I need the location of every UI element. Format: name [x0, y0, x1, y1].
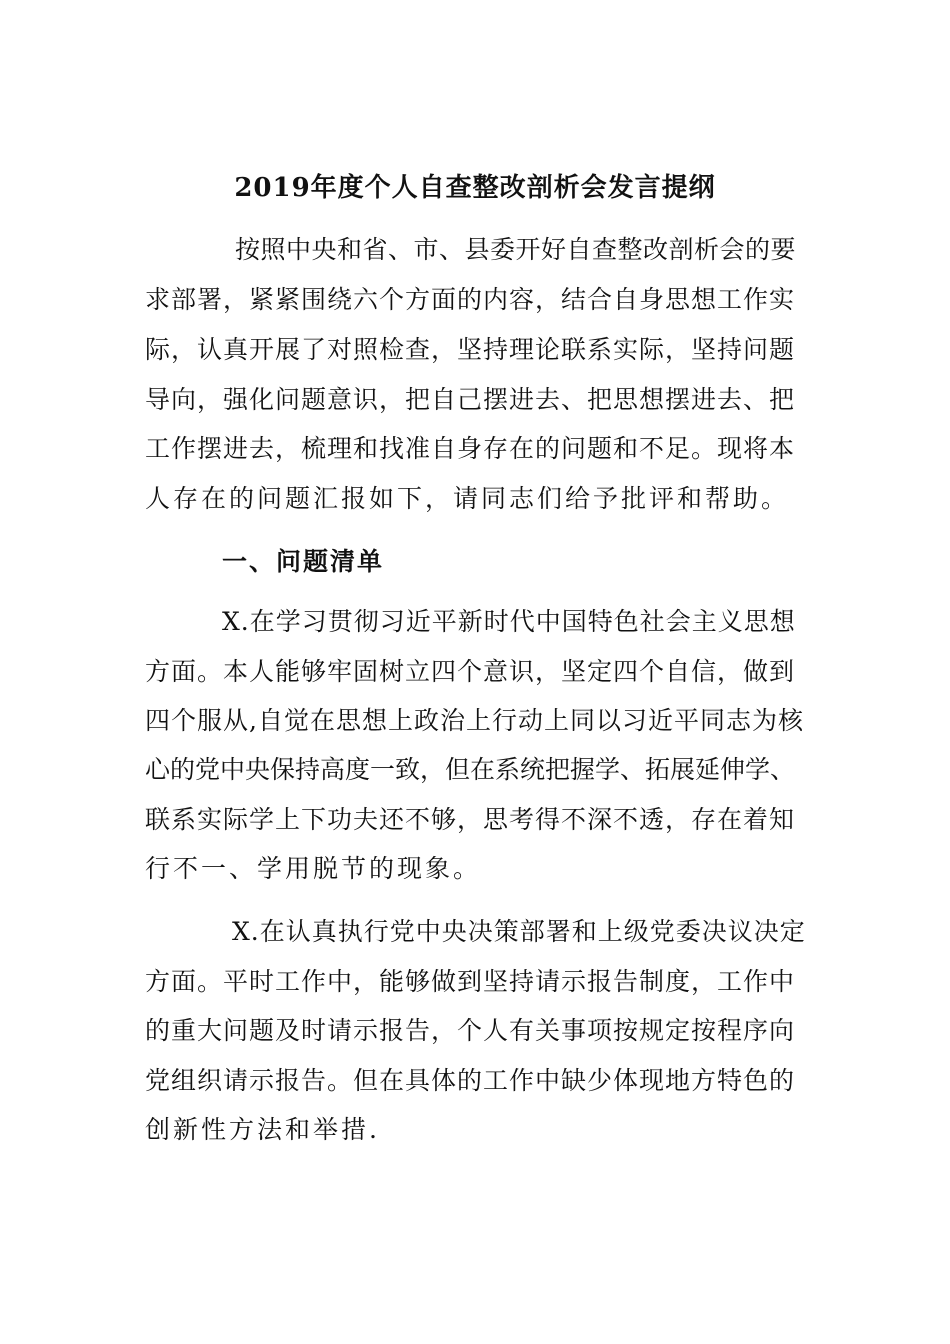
item-line: X.在认真执行党中央决策部署和上级党委决议决定 [232, 917, 806, 946]
intro-line: 工作摆进去，梳理和找准自身存在的问题和不足。现将本 [145, 434, 796, 463]
intro-line: 际，认真开展了对照检查，坚持理论联系实际，坚持问题 [145, 335, 796, 364]
item-line: 的重大问题及时请示报告，个人有关事项按规定按程序向 [145, 1016, 796, 1045]
intro-line: 导向，强化问题意识，把自己摆进去、把思想摆进去、把 [145, 385, 796, 414]
item-line: 创新性方法和举措. [145, 1115, 380, 1144]
item-line: 党组织请示报告。但在具体的工作中缺少体现地方特色的 [145, 1066, 796, 1095]
item-line: 四个服从,自觉在思想上政治上行动上同以习近平同志为核 [145, 706, 804, 735]
intro-line: 按照中央和省、市、县委开好自查整改剖析会的要 [235, 235, 797, 264]
item-line: X.在学习贯彻习近平新时代中国特色社会主义思想 [222, 607, 796, 636]
item-line: 联系实际学上下功夫还不够，思考得不深不透，存在着知 [145, 805, 796, 834]
document-title: 2019年度个人自查整改剖析会发言提纲 [234, 173, 716, 203]
section-heading: 一、问题清单 [222, 547, 385, 576]
intro-line: 人存在的问题汇报如下，请同志们给予批评和帮助。 [145, 484, 790, 513]
item-line: 心的党中央保持高度一致，但在系统把握学、拓展延伸学、 [145, 755, 796, 784]
item-line: 方面。平时工作中，能够做到坚持请示报告制度，工作中 [145, 967, 796, 996]
item-line: 行不一、学用脱节的现象。 [145, 854, 482, 883]
intro-line: 求部署，紧紧围绕六个方面的内容，结合自身思想工作实 [145, 285, 796, 314]
item-line: 方面。本人能够牢固树立四个意识，坚定四个自信，做到 [145, 657, 796, 686]
